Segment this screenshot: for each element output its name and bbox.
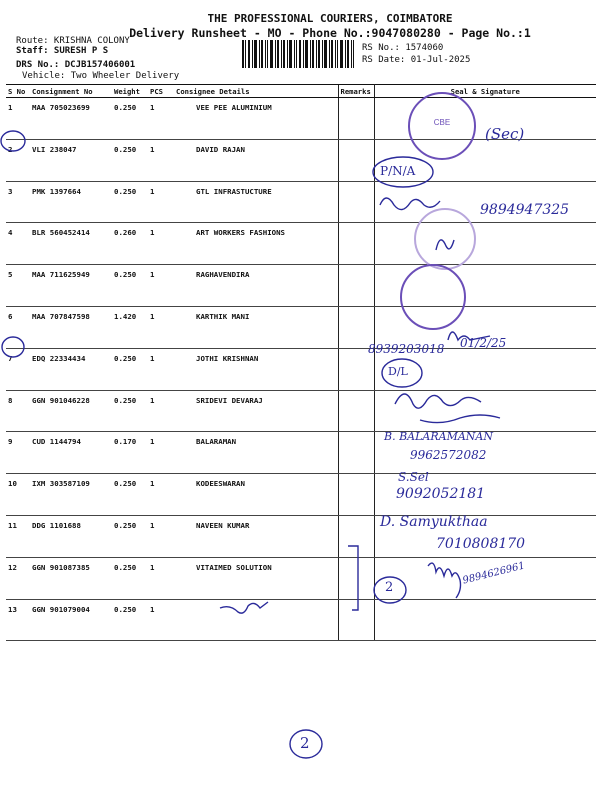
row-weight: 0.250 [112,515,148,557]
handwritten-phone-row3: 9894947325 [480,202,570,218]
signature-row4 [436,240,454,250]
row-sno: 7 [6,348,30,390]
row-consignment: BLR 560452414 [30,223,112,265]
row-pcs: 1 [148,265,174,307]
row-pcs: 1 [148,515,174,557]
row-consignee: VEE PEE ALUMINIUM [174,98,338,140]
row-consignment: GGN 901046228 [30,390,112,432]
row-consignment: IXM 303587109 [30,474,112,516]
row-pcs: 1 [148,98,174,140]
row-weight: 0.250 [112,348,148,390]
row-sno: 13 [6,599,30,641]
signature-row8b [420,415,500,423]
col-pcs: PCS [148,85,174,98]
row-sno: 8 [6,390,30,432]
row-consignment: CUD 1144794 [30,432,112,474]
handwritten-sec: (Sec) [485,125,525,143]
row-pcs: 1 [148,557,174,599]
mark-row13 [220,602,268,613]
row-consignee: RAGHAVENDIRA [174,265,338,307]
drs-label: DRS No.: DCJB157406001 [16,60,136,70]
row-sno: 12 [6,557,30,599]
row-consignment: MAA 711625949 [30,265,112,307]
handwritten-pna: P/N/A [380,164,416,178]
row-pcs: 1 [148,306,174,348]
route-label: Route: KRISHNA COLONY [16,36,130,46]
signature-row8 [395,394,481,408]
row-consignee: NAVEEN KUMAR [174,515,338,557]
row-consignment: GGN 901087385 [30,557,112,599]
row-pcs: 1 [148,599,174,641]
seal-text: CBE [433,118,451,127]
row-pcs: 1 [148,348,174,390]
row-pcs: 1 [148,181,174,223]
handwritten-date-row7: 01/2/25 [460,336,507,350]
handwritten-name-row9: B. BALARAMANAN [384,430,493,443]
row-sno: 2 [6,139,30,181]
signature-row12 [428,563,461,598]
row-consignee: VITAIMED SOLUTION [174,557,338,599]
handwritten-phone-row12: 9894626961 [461,560,527,587]
row-consignee: SRIDEVI DEVARAJ [174,390,338,432]
row-consignee: KODEESWARAN [174,474,338,516]
handwritten-phone-row7: 8939203018 [368,342,445,356]
col-seal-signature: Seal & Signature [374,85,596,98]
runsheet-subtitle: Delivery Runsheet - MO - Phone No.:9047080280 - Page No.:1 [129,26,531,40]
handwritten-bottom-circle: 2 [300,734,310,752]
staff-label: Staff: SURESH P S [16,46,109,56]
remark-bracket [348,546,358,610]
row-sno: 5 [6,265,30,307]
circle-mark-row2 [1,131,25,151]
rs-date: RS Date: 01-Jul-2025 [362,55,471,65]
row-weight: 0.250 [112,474,148,516]
col-consignee: Consignee Details [174,85,338,98]
row-sno: 9 [6,432,30,474]
row-pcs: 1 [148,223,174,265]
handwritten-name-row11: D. Samyukthaa [380,514,488,530]
col-remarks: Remarks [338,85,374,98]
row-weight: 1.420 [112,306,148,348]
row-consignee: BALARAMAN [174,432,338,474]
col-weight: Weight [112,85,148,98]
row-weight: 0.250 [112,98,148,140]
row-consignee: JOTHI KRISHNAN [174,348,338,390]
row-consignment: MAA 707847598 [30,306,112,348]
row-weight: 0.250 [112,599,148,641]
row-consignee: KARTHIK MANI [174,306,338,348]
row-consignment: GGN 901079004 [30,599,112,641]
handwritten-circle-row12: 2 [385,580,394,595]
row-weight: 0.250 [112,139,148,181]
vehicle-label: Vehicle: Two Wheeler Delivery [22,71,180,81]
company-title: THE PROFESSIONAL COURIERS, COIMBATORE [207,12,453,25]
col-consignment: Consignment No [30,85,112,98]
row-consignment: DDG 1101688 [30,515,112,557]
row-sno: 4 [6,223,30,265]
col-sno: S No [6,85,30,98]
row-sno: 10 [6,474,30,516]
row-weight: 0.250 [112,265,148,307]
row-consignment: PMK 1397664 [30,181,112,223]
signature-row3 [380,198,440,210]
handwritten-phone-row11: 7010808170 [436,536,526,552]
row-consignment: VLI 238047 [30,139,112,181]
handwritten-phone-row10: 9092052181 [396,486,486,502]
row-pcs: 1 [148,139,174,181]
row-pcs: 1 [148,432,174,474]
row-weight: 0.260 [112,223,148,265]
row-sno: 6 [6,306,30,348]
handwritten-name-row10: S.Sel [398,470,429,484]
row-pcs: 1 [148,390,174,432]
row-weight: 0.250 [112,181,148,223]
row-weight: 0.250 [112,557,148,599]
row-sno: 1 [6,98,30,140]
row-consignment: MAA 705023699 [30,98,112,140]
rs-number: RS No.: 1574060 [362,43,444,53]
handwritten-phone-row9: 9962572082 [410,448,487,462]
row-sno: 11 [6,515,30,557]
row-consignee: GTL INFRASTUCTURE [174,181,338,223]
circle-mark-row7 [2,337,24,357]
row-consignee: DAVID RAJAN [174,139,338,181]
row-sno: 3 [6,181,30,223]
row-consignee: ART WORKERS FASHIONS [174,223,338,265]
row-weight: 0.250 [112,390,148,432]
handwritten-dl: D/L [388,365,408,378]
row-consignment: EDQ 22334434 [30,348,112,390]
row-pcs: 1 [148,474,174,516]
row-weight: 0.170 [112,432,148,474]
